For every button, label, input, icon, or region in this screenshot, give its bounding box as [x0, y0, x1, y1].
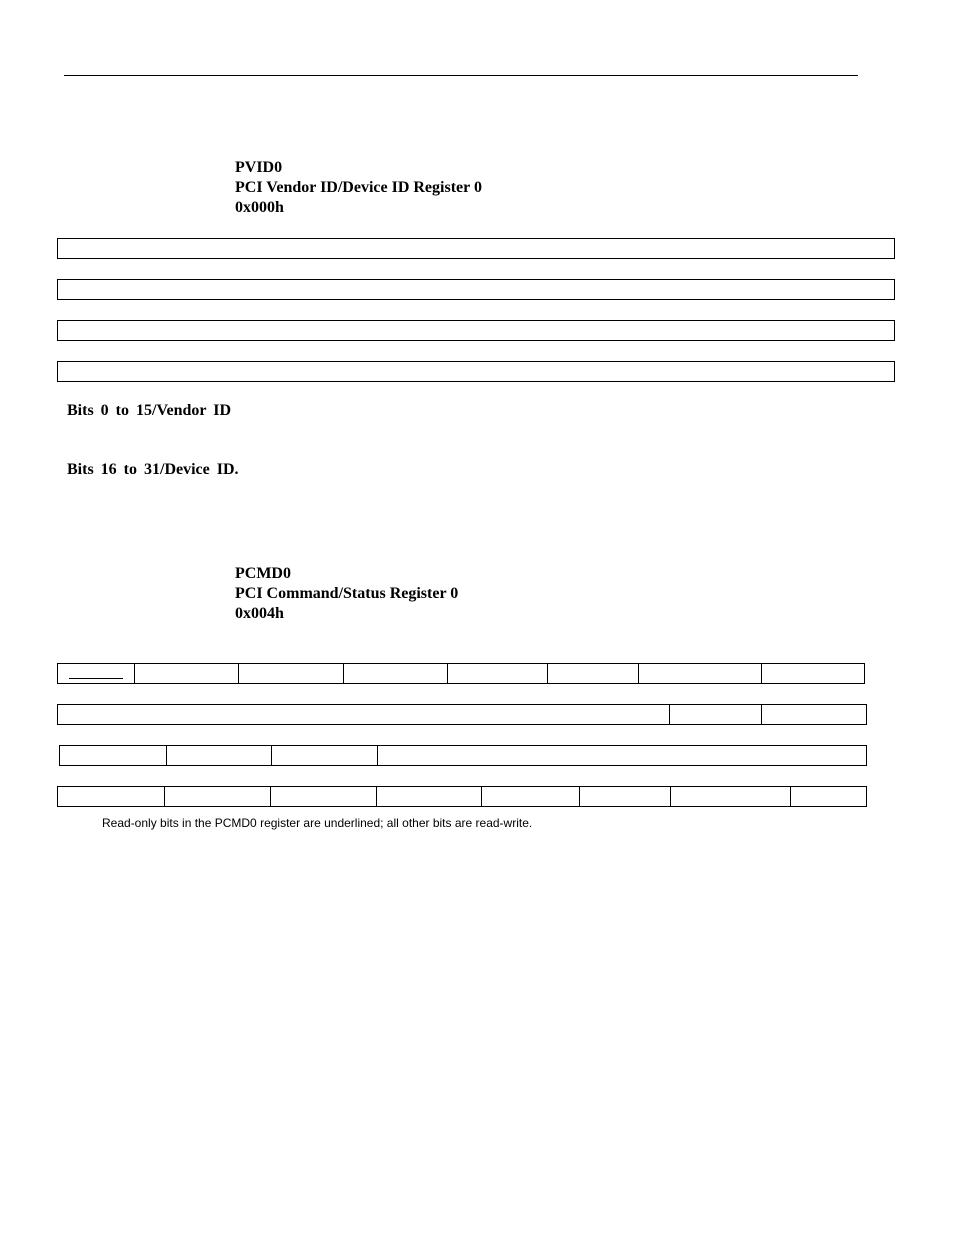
pvid0-name: PCI Vendor ID/Device ID Register 0	[235, 179, 482, 196]
pcmd0-bit-cell	[762, 664, 864, 683]
pcmd0-bit-cell	[271, 787, 377, 806]
pcmd0-offset: 0x004h	[235, 605, 284, 622]
pcmd0-bit-cell	[639, 664, 762, 683]
pcmd0-bit-cell	[762, 705, 866, 724]
pcmd0-bit-cell	[239, 664, 344, 683]
pvid0-offset: 0x000h	[235, 199, 284, 216]
pcmd0-footnote: Read-only bits in the PCMD0 register are underlined; all other bits are read-write.	[102, 816, 533, 830]
pcmd0-bit-cell	[670, 705, 762, 724]
pcmd0-bit-row	[57, 663, 865, 684]
pcmd0-bit-cell	[135, 664, 239, 683]
pvid0-bit-cell	[58, 362, 894, 381]
pcmd0-bit-cell	[377, 787, 482, 806]
pcmd0-bit-cell	[448, 664, 548, 683]
pcmd0-bit-cell	[165, 787, 271, 806]
pcmd0-bit-row	[59, 745, 867, 766]
pcmd0-bit-cell	[272, 746, 378, 765]
pvid0-bit-cell	[58, 239, 894, 258]
pvid0-bit-cell	[58, 280, 894, 299]
pcmd0-heading	[235, 564, 458, 624]
pcmd0-bit-cell	[580, 787, 671, 806]
pvid0-mnemonic: PVID0	[235, 159, 283, 176]
pvid0-bit-row	[57, 361, 895, 382]
pcmd0-bit-cell	[548, 664, 639, 683]
pcmd0-bit-cell	[344, 664, 448, 683]
pvid0-heading	[235, 158, 482, 218]
pcmd0-mnemonic: PCMD0	[235, 565, 291, 582]
pcmd0-bit-cell	[671, 787, 791, 806]
pvid0-bit-row	[57, 238, 895, 259]
pcmd0-bit-cell	[60, 746, 167, 765]
pcmd0-bit-cell	[167, 746, 272, 765]
pvid0-bit-row	[57, 279, 895, 300]
pcmd0-bit-cell	[482, 787, 580, 806]
pcmd0-bit-cell	[791, 787, 866, 806]
pcmd0-bit-row	[57, 704, 867, 725]
header-rule	[64, 75, 858, 76]
pvid0-bitfield-device-id: Bits 16 to 31/Device ID.	[67, 461, 239, 478]
pcmd0-bit-cell-readonly	[58, 664, 135, 683]
pcmd0-bit-row	[57, 786, 867, 807]
pvid0-bit-row	[57, 320, 895, 341]
pcmd0-name: PCI Command/Status Register 0	[235, 585, 459, 602]
pvid0-bit-cell	[58, 321, 894, 340]
pvid0-bitfield-vendor-id: Bits 0 to 15/Vendor ID	[67, 402, 232, 419]
pcmd0-bit-cell	[378, 746, 866, 765]
pcmd0-bit-cell	[58, 705, 670, 724]
pcmd0-bit-cell	[58, 787, 165, 806]
